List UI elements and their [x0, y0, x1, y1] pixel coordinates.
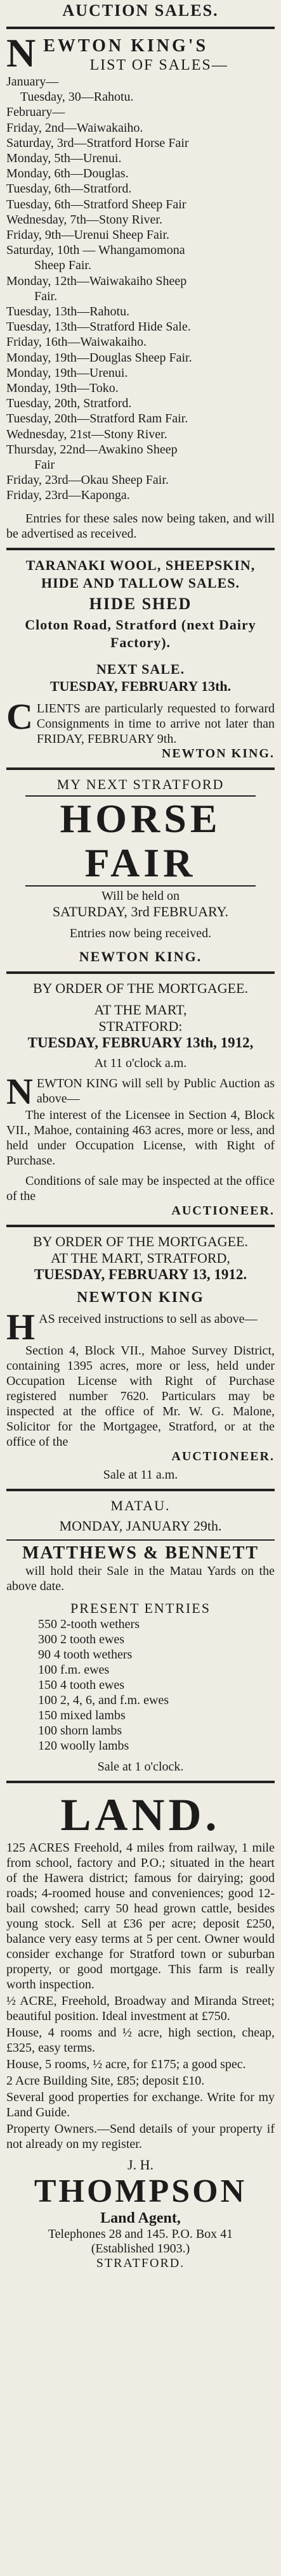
- sale-item: Tuesday, 6th—Stratford.: [6, 182, 132, 196]
- sale-item: Wednesday, 7th—Stony River.: [6, 212, 162, 227]
- month-label: February—: [6, 105, 65, 120]
- sale-item: Tuesday, 20th—Stratford Ram Fair.: [6, 412, 188, 426]
- sale-item: Tuesday, 13th—Rahotu.: [6, 305, 130, 319]
- sale-time: At 11 o'clock a.m.: [94, 1056, 187, 1070]
- signature: NEWTON KING.: [161, 746, 275, 761]
- ad-title: TARANAKI WOOL, SHEEPSKIN, HIDE AND TALLOW SALES.: [25, 557, 256, 591]
- sale-item: Friday, 9th—Urenui Sheep Fair.: [6, 228, 170, 243]
- ad-title: LAND.: [60, 1789, 221, 1840]
- entry-item: 100 shorn lambs: [38, 1723, 122, 1738]
- agent-initials: J. H.: [127, 2156, 154, 2173]
- fair-date: SATURDAY, 3rd FEBRUARY.: [52, 903, 229, 919]
- entries-title: PRESENT ENTRIES: [70, 1600, 211, 1616]
- firm-name: NEWTON KING: [77, 1289, 204, 1306]
- firm-name: MATTHEWS & BENNETT: [6, 1539, 275, 1563]
- sale-item: Friday, 23rd—Okau Sheep Fair.: [6, 473, 169, 488]
- phones: Telephones 28 and 145. P.O. Box 41: [48, 2226, 233, 2241]
- shed-address: Cloton Road, Stratford (next Dairy Factory).: [25, 616, 256, 650]
- entry-item: 150 mixed lambs: [38, 1708, 126, 1722]
- established: (Established 1903.): [91, 2241, 190, 2256]
- ad-body: CLIENTS are particularly requested to forward Consignments in time to arrive not later than FRIDAY, FEBRUARY 9th.: [6, 695, 275, 746]
- agent-role: Land Agent,: [100, 2209, 181, 2226]
- entries-line: Entries now being received.: [69, 926, 212, 940]
- agent-town: STRATFORD.: [96, 2256, 185, 2270]
- ad-lead: HAS received instructions to sell as above—: [6, 1306, 258, 1348]
- shed-name: HIDE SHED: [89, 594, 192, 613]
- entry-item: 550 2-tooth wethers: [38, 1617, 140, 1631]
- ad-title: BY ORDER OF THE MORTGAGEE.: [32, 1233, 249, 1249]
- month-label: January—: [6, 75, 59, 89]
- sale-item: Friday, 23rd—Kaponga.: [6, 488, 130, 503]
- sale-item: Monday, 19th—Urenui.: [6, 365, 128, 380]
- sale-item: Fair: [34, 458, 55, 472]
- ad-lead: NEWTON KING will sell by Public Auction as above—: [6, 1070, 275, 1112]
- land-listing: House, 5 rooms, ½ acre, for £175; a good spec.: [6, 2057, 246, 2071]
- land-agent-ad: [6, 1790, 275, 2271]
- ad-title: BY ORDER OF THE MORTGAGEE.: [32, 980, 249, 996]
- signature: AUCTIONEER.: [171, 1449, 275, 1463]
- drop-cap: N: [6, 30, 39, 75]
- entry-item: 90 4 tooth wethers: [38, 1647, 133, 1662]
- drop-cap: C: [6, 695, 33, 737]
- sale-date: TUESDAY, FEBRUARY 13, 1912.: [34, 1266, 247, 1282]
- sale-item: Monday, 19th—Douglas Sheep Fair.: [6, 350, 192, 365]
- ad-body: The interest of the Licensee in Section 4, Block VII., Mahoe, containing 463 acres, more or less, and held under Occupation License, with Right of Purchase.: [6, 1108, 275, 1168]
- agent-name: THOMPSON: [34, 2173, 247, 2209]
- divider: [6, 767, 275, 770]
- entry-item: 100 2, 4, 6, and f.m. ewes: [38, 1693, 169, 1707]
- sale-date: MONDAY, JANUARY 29th.: [59, 1517, 222, 1534]
- sale-place: AT THE MART, STRATFORD,: [51, 1249, 230, 1266]
- land-listing: ½ ACRE, Freehold, Broadway and Miranda Street; beautiful position. Ideal investment at £750.: [6, 1993, 275, 2023]
- sale-date: TUESDAY, FEBRUARY 13th, 1912,: [27, 1034, 254, 1051]
- entry-item: 100 f.m. ewes: [38, 1662, 110, 1677]
- ad-title: HORSE FAIR: [25, 795, 256, 887]
- divider: [6, 27, 275, 29]
- ad-note: Entries for these sales now being taken, and will be advertised as received.: [6, 511, 275, 541]
- taranaki-wool-ad: [6, 557, 275, 761]
- sale-item: Monday, 12th—Waiwakaiho Sheep: [6, 274, 187, 288]
- held-line: Will be held on: [101, 888, 180, 903]
- sale-item: Saturday, 10th — Whangamomona: [6, 243, 185, 258]
- drop-cap: N: [6, 1070, 33, 1112]
- sale-item: Tuesday, 6th—Stratford Sheep Fair: [6, 197, 186, 212]
- sale-time: Sale at 11 a.m.: [103, 1467, 178, 1482]
- sale-item: Tuesday, 30—Rahotu.: [20, 90, 134, 104]
- conditions: Conditions of sale may be inspected at the office of the: [6, 1173, 275, 1203]
- ad-intro: MY NEXT STRATFORD: [56, 776, 225, 792]
- ad-body: Section 4, Block VII., Mahoe Survey District, containing 1395 acres, more or less, held under Occupation License with Right of Purchase registered number 7620. Particulars may be inspected at the office of Mr. W. G. Malone, Solicitor for the Mortgagee, Stratford, or at the office of the: [6, 1343, 275, 1449]
- sale-item: Fair.: [34, 289, 58, 303]
- sale-item: Friday, 16th—Waiwakaiho.: [6, 335, 147, 350]
- sale-item: Sheep Fair.: [34, 258, 91, 273]
- drop-cap: H: [6, 1306, 36, 1348]
- signature: AUCTIONEER.: [171, 1203, 275, 1218]
- matau-sale-ad: [6, 1498, 275, 1774]
- sale-time: Sale at 1 o'clock.: [97, 1759, 184, 1774]
- mortgagee-sale-ad-2: [6, 1234, 275, 1482]
- land-listing: Property Owners.—Send details of your property if not already on my register.: [6, 2121, 275, 2151]
- divider: [6, 1781, 275, 1783]
- ad-body: will hold their Sale in the Matau Yards on the above date.: [6, 1563, 275, 1593]
- sale-item: Tuesday, 13th—Stratford Hide Sale.: [6, 320, 191, 334]
- entry-item: 300 2 tooth ewes: [38, 1632, 125, 1646]
- sales-list: [6, 74, 275, 503]
- signature: NEWTON KING.: [79, 948, 202, 964]
- land-listing: 2 Acre Building Site, £85; deposit £10.: [6, 2073, 205, 2088]
- section-header: AUCTION SALES.: [62, 1, 219, 20]
- sale-place: AT THE MART,: [94, 1001, 187, 1018]
- sale-date: TUESDAY, FEBRUARY 13th.: [49, 678, 232, 694]
- january-list: [6, 89, 275, 104]
- sale-item: Monday, 19th—Toko.: [6, 381, 119, 396]
- horse-fair-ad: [6, 776, 275, 965]
- sale-town: STRATFORD:: [98, 1018, 183, 1034]
- mortgagee-sale-ad-1: [6, 980, 275, 1218]
- sale-item: Saturday, 3rd—Stratford Horse Fair: [6, 136, 189, 150]
- ad-title: N EWTON KING'S: [6, 30, 209, 75]
- entry-item: 120 woolly lambs: [38, 1738, 129, 1753]
- sale-item: Wednesday, 21st—Stony River.: [6, 427, 167, 441]
- divider: [6, 548, 275, 550]
- land-listing: House, 4 rooms and ½ acre, high section, cheap, £325, easy terms.: [6, 2025, 275, 2055]
- land-listing: 125 ACRES Freehold, 4 miles from railway, 1 mile from school, factory and P.O.; situated in the heart of the Hawera district; famous for dairying; good roads; 4-roomed house and conveniences; good 12-bail cowshed; carry 50 head grown cattle, besides young stock. Sell at £36 per acre; deposit £250, balance very easy terms at 5 per cent. Owner would consider exchange for Stratford town or suburban property, or good mortgage. This farm is really worth inspection.: [6, 1840, 275, 1992]
- next-sale-label: NEXT SALE.: [96, 660, 185, 677]
- land-listings: [6, 1840, 275, 2152]
- newton-king-list-ad: [6, 30, 275, 541]
- sale-item: Monday, 5th—Urenui.: [6, 151, 122, 166]
- sale-item: Tuesday, 20th, Stratford.: [6, 396, 132, 411]
- entry-item: 150 4 tooth ewes: [38, 1677, 125, 1692]
- divider: [6, 971, 275, 974]
- sale-place: MATAU.: [110, 1497, 171, 1513]
- divider: [6, 1489, 275, 1491]
- february-list: [6, 120, 275, 503]
- sale-item: Monday, 6th—Douglas.: [6, 167, 129, 181]
- ad-subtitle: LIST OF SALES—: [89, 57, 228, 73]
- sale-item: Thursday, 22nd—Awakino Sheep: [6, 442, 178, 457]
- sale-item: Friday, 2nd—Waiwakaiho.: [6, 120, 143, 135]
- land-listing: Several good properties for exchange. Write for my Land Guide.: [6, 2090, 275, 2119]
- divider: [6, 1225, 275, 1227]
- entries-list: [6, 1617, 275, 1753]
